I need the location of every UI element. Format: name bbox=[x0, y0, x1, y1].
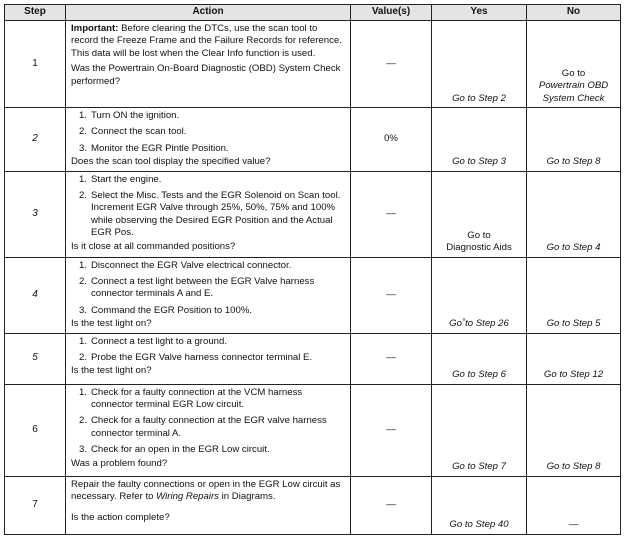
value-cell: — bbox=[351, 171, 432, 257]
list-item: 3. Command the EGR Position to 100%. bbox=[79, 304, 253, 316]
yes-link[interactable]: Go to Step 6 bbox=[452, 369, 506, 381]
table-row bbox=[5, 171, 621, 257]
no-link-prefix: Go to bbox=[561, 67, 586, 79]
table-row bbox=[5, 333, 621, 384]
no-link[interactable]: Go to Step 4 bbox=[546, 242, 601, 254]
no-cell bbox=[527, 21, 621, 108]
question-text: Is the test light on? bbox=[71, 318, 152, 330]
list-item: 1. Check for a faulty connection at the VCM harness connector terminal EGR Low circuit. bbox=[79, 386, 303, 411]
no-link[interactable]: Powertrain OBD System Check bbox=[538, 80, 609, 104]
action-list bbox=[71, 387, 346, 457]
wiring-repairs-link[interactable]: Wiring Repairs bbox=[156, 491, 219, 503]
question-text: Is the action complete? bbox=[71, 512, 170, 524]
no-link[interactable]: Go to Step 8 bbox=[546, 461, 601, 473]
header-yes: Yes bbox=[432, 5, 527, 21]
important-text: Before clearing the DTCs, use the scan tool to record the Freeze Frame and the Failure Records for reference. This data will be lost when the Clear Info function is used. bbox=[71, 23, 342, 59]
no-cell bbox=[527, 108, 621, 172]
action-cell bbox=[66, 257, 351, 333]
action-list bbox=[71, 260, 346, 318]
table-row bbox=[5, 21, 621, 108]
list-item: 2. Select the Misc. Tests and the EGR Solenoid on Scan tool. Increment EGR Valve through 25%, 50%, 75% and 100% while observing the Desired EGR Position and the Actual EGR Pos. bbox=[79, 190, 341, 239]
yes-link[interactable]: Go to Step 3 bbox=[452, 156, 506, 168]
header-no: No bbox=[527, 5, 621, 21]
yes-cell bbox=[432, 333, 527, 384]
diagnostic-table bbox=[4, 4, 621, 535]
yes-link-prefix: Go to bbox=[467, 229, 491, 241]
no-cell bbox=[527, 171, 621, 257]
list-item: 1. Disconnect the EGR Valve electrical connector. bbox=[79, 259, 292, 271]
yes-cell bbox=[432, 21, 527, 108]
value-cell: — bbox=[351, 21, 432, 108]
yes-cell bbox=[432, 476, 527, 534]
yes-link[interactable]: Go to Step 2 bbox=[452, 92, 506, 104]
value-cell: — bbox=[351, 257, 432, 333]
value-cell: — bbox=[351, 384, 432, 476]
yes-cell bbox=[432, 108, 527, 172]
yes-cell bbox=[432, 257, 527, 333]
value-cell: 0% bbox=[351, 108, 432, 172]
yes-cell bbox=[432, 171, 527, 257]
table-row bbox=[5, 384, 621, 476]
list-item: 2. Check for a faulty connection at the EGR valve harness connector terminal A. bbox=[79, 415, 327, 439]
list-item: 1. Turn ON the ignition. bbox=[79, 110, 180, 121]
action-cell bbox=[66, 171, 351, 257]
value-cell: — bbox=[351, 476, 432, 534]
table-row bbox=[5, 108, 621, 172]
list-item: 2. Connect the scan tool. bbox=[79, 126, 187, 138]
important-label: Important: bbox=[71, 23, 119, 34]
list-item: 3. Check for an open in the EGR Low circuit. bbox=[79, 444, 270, 456]
yes-link[interactable]: Diagnostic Aids bbox=[446, 242, 512, 254]
list-item: 2. Connect a test light between the EGR Valve harness connector terminals A and E. bbox=[79, 276, 315, 300]
yes-link[interactable]: Go to Step 7 bbox=[452, 461, 506, 473]
action-cell bbox=[66, 108, 351, 172]
list-item: 1. Start the engine. bbox=[79, 173, 162, 185]
no-link[interactable]: Go to Step 8 bbox=[546, 156, 601, 168]
question-text: Is the test light on? bbox=[71, 365, 152, 377]
action-cell bbox=[66, 384, 351, 476]
header-values: Value(s) bbox=[351, 5, 432, 21]
no-cell bbox=[527, 476, 621, 534]
list-item: 1. Connect a test light to a ground. bbox=[79, 335, 227, 347]
question-text: Does the scan tool display the specified value? bbox=[71, 156, 271, 168]
header-action: Action bbox=[66, 5, 351, 21]
no-cell bbox=[527, 384, 621, 476]
table-row bbox=[5, 257, 621, 333]
action-cell bbox=[66, 333, 351, 384]
list-item: 2. Probe the EGR Valve harness connector terminal E. bbox=[79, 352, 313, 364]
question-text: Is it close at all commanded positions? bbox=[71, 240, 236, 252]
action-cell bbox=[66, 476, 351, 534]
step-number: 5 bbox=[5, 333, 66, 384]
step-number: 2 bbox=[5, 108, 66, 172]
yes-link[interactable]: Go to Step 40 bbox=[449, 519, 509, 531]
action-list bbox=[71, 174, 346, 240]
yes-cell bbox=[432, 384, 527, 476]
yes-link[interactable]: Go˚to Step 26 bbox=[449, 318, 509, 330]
step-number: 1 bbox=[5, 21, 66, 108]
header-step: Step bbox=[5, 5, 66, 21]
step-number: 3 bbox=[5, 171, 66, 257]
header-row bbox=[5, 5, 621, 21]
action-list bbox=[71, 336, 346, 365]
no-link[interactable]: Go to Step 12 bbox=[543, 369, 604, 381]
question-text: Was a problem found? bbox=[71, 457, 168, 469]
step-number: 7 bbox=[5, 476, 66, 534]
list-item: 3. Monitor the EGR Pintle Position. bbox=[79, 142, 229, 154]
no-link[interactable]: Go to Step 5 bbox=[546, 318, 601, 330]
step-number: 4 bbox=[5, 257, 66, 333]
important-note bbox=[71, 23, 346, 60]
repair-instruction: Repair the faulty connections or open in the EGR Low circuit as necessary. Refer to Wiring Repairs in Diagrams. bbox=[71, 478, 341, 503]
question-text: Was the Powertrain On-Board Diagnostic (OBD) System Check performed? bbox=[71, 63, 341, 87]
value-cell: — bbox=[351, 333, 432, 384]
no-value: — bbox=[568, 519, 579, 531]
action-list bbox=[71, 110, 346, 155]
step-number: 6 bbox=[5, 384, 66, 476]
no-cell bbox=[527, 333, 621, 384]
table-row bbox=[5, 476, 621, 534]
no-cell bbox=[527, 257, 621, 333]
action-cell bbox=[66, 21, 351, 108]
